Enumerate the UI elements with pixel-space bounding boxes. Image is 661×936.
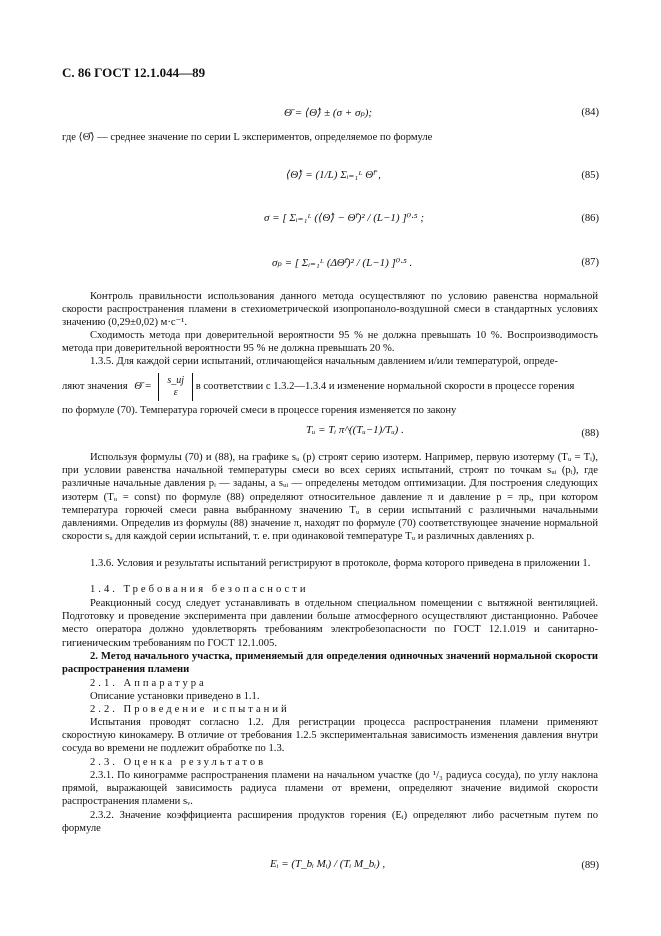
equation-89: Eᵢ = (T_bᵢ Mᵢ) / (Tᵢ M_bᵢ) ,: [270, 858, 386, 870]
heading-2-1: 2.1. Аппаратура: [90, 678, 207, 689]
theta-bar-symbol: Θ̄ =: [134, 381, 152, 392]
equation-87: σₚ = [ Σᵢ₌₁ᴸ (ΔΘ̂ⁱ)² / (L−1) ]⁰·⁵ .: [272, 257, 413, 269]
heading-2-3: 2.3. Оценка результатов: [90, 757, 267, 768]
paragraph-2-3-2: 2.3.2. Значение коэффициента расширения продуктов горения (Eᵢ) определяют либо расчетным путем по формуле: [62, 810, 598, 835]
paragraph-2-3-1: 2.3.1. По кинограмме распространения пламени на начальном участке (до ¹/₃ радиуса сосуда), по углу наклона прямой, выражающей зависимость радиуса пламени от времени, определяют значение видимой скорости распространения пламени sᵥ.: [62, 770, 598, 808]
paragraph-convergence: Сходимость метода при доверительной вероятности 95 % не должна превышать 10 %. Воспроизводимость метода при доверительной вероятности 95 % не должна превышать 20 %.: [62, 330, 598, 355]
paragraph-1-3-5-line2: [62, 372, 574, 402]
equation-85: ⟨Θ̂⟩ = (1/L) Σᵢ₌₁ᴸ Θ̂ⁱ ,: [286, 169, 381, 181]
paragraph-1-3-5-line3: по формуле (70). Температура горючей смеси в процессе горения изменяется по закону: [62, 405, 457, 416]
heading-1-4: 1.4. Требования безопасности: [90, 584, 309, 595]
paragraph-1-3-5: 1.3.5. Для каждой серии испытаний, отличающейся начальным давлением и/или температурой, опреде-: [90, 356, 558, 367]
matrix-bracket: [158, 373, 193, 401]
paragraph-isotherms: Используя формулы (70) и (88), на графике sᵤ (p) строят серию изотерм. Например, первую изотерму (Tᵤ = Tᵢ), при условии равенства начальной температуры смеси во всех сериях испытаний, строят по точкам sᵤᵢ (pᵢ), где различные начальные давления pᵢ — заданы, а sᵤᵢ — определены методом оптимизации. Для построения следующих изотерм (Tᵤ = const) по формуле (88) определяют относительное давление π и давление p = πpᵢ, при котором температура горючей смеси равна выбранному значению Tᵤ в серии испытаний с различными начальными давлениями. Определив из формулы (88) значение π, находят по формуле (70) соответствующее значение нормальной скорости sᵤ для каждой серии испытаний, т. е. при одинаковой температуре Tᵤ и различных давлениях p.: [62, 452, 598, 543]
heading-2: 2. Метод начального участка, применяемый для определения одиночных значений нормальной скорости распространения пламени: [62, 651, 598, 676]
equation-88: Tᵤ = Tᵢ π^((Tᵤ−1)/Tᵤ) .: [306, 424, 404, 436]
equation-number-87: (87): [581, 257, 599, 268]
paragraph-2-1: Описание установки приведено в 1.1.: [90, 691, 260, 702]
equation-84: Θ̄ = ⟨Θ̂⟩ ± (σ + σₚ);: [284, 107, 373, 119]
equation-number-88: (88): [581, 428, 599, 439]
paragraph-2-2: Испытания проводят согласно 1.2. Для регистрации процесса распространения пламени применяют скоростную кинокамеру. В отличие от требования 1.2.5 экспериментальная зависимость изменения давления внутри сосуда во времени не подлежит обработке по 1.3.: [62, 717, 598, 755]
matrix-top: s_uj: [167, 374, 185, 386]
equation-number-84: (84): [581, 107, 599, 118]
line2-post: в соответствии с 1.3.2—1.3.4 и изменение нормальной скорости в процессе горения: [195, 381, 575, 392]
equation-number-86: (86): [581, 213, 599, 224]
equation-86: σ = [ Σᵢ₌₁ᴸ (⟨Θ̂⟩ − Θ̂ⁱ)² / (L−1) ]⁰·⁵ ;: [264, 212, 425, 224]
paragraph-safety: Реакционный сосуд следует устанавливать в отдельном специальном помещении с вытяжной вентиляцией. Подготовку и проведение эксперимента при давлении больше атмосферного осуществляют дистанционно. Рабочее место оператора должно удовлетворять требованиям электробезопасности по ГОСТ 12.1.019 и санитарно-гигиеническим требованиям по ГОСТ 12.1.005.: [62, 598, 598, 649]
matrix-bottom: ε: [173, 386, 178, 398]
page-header: С. 86 ГОСТ 12.1.044—89: [62, 65, 206, 80]
paragraph-1-3-6: 1.3.6. Условия и результаты испытаний регистрируют в протоколе, форма которого приведена в приложении 1.: [90, 558, 591, 569]
heading-2-2: 2.2. Проведение испытаний: [90, 704, 290, 715]
equation-number-89: (89): [581, 860, 599, 871]
where-text: где ⟨Θ̂⟩ — среднее значение по серии L экспериментов, определяемое по формуле: [62, 132, 433, 143]
line2-pre: ляют значения: [62, 381, 128, 392]
equation-number-85: (85): [581, 170, 599, 181]
paragraph-control: Контроль правильности использования данного метода осуществляют по условию равенства нормальной скорости распространения пламени в стехиометрической изопропаноло-воздушной смеси в стандартных условиях значению (0,29±0,02) м·с⁻¹.: [62, 291, 598, 329]
